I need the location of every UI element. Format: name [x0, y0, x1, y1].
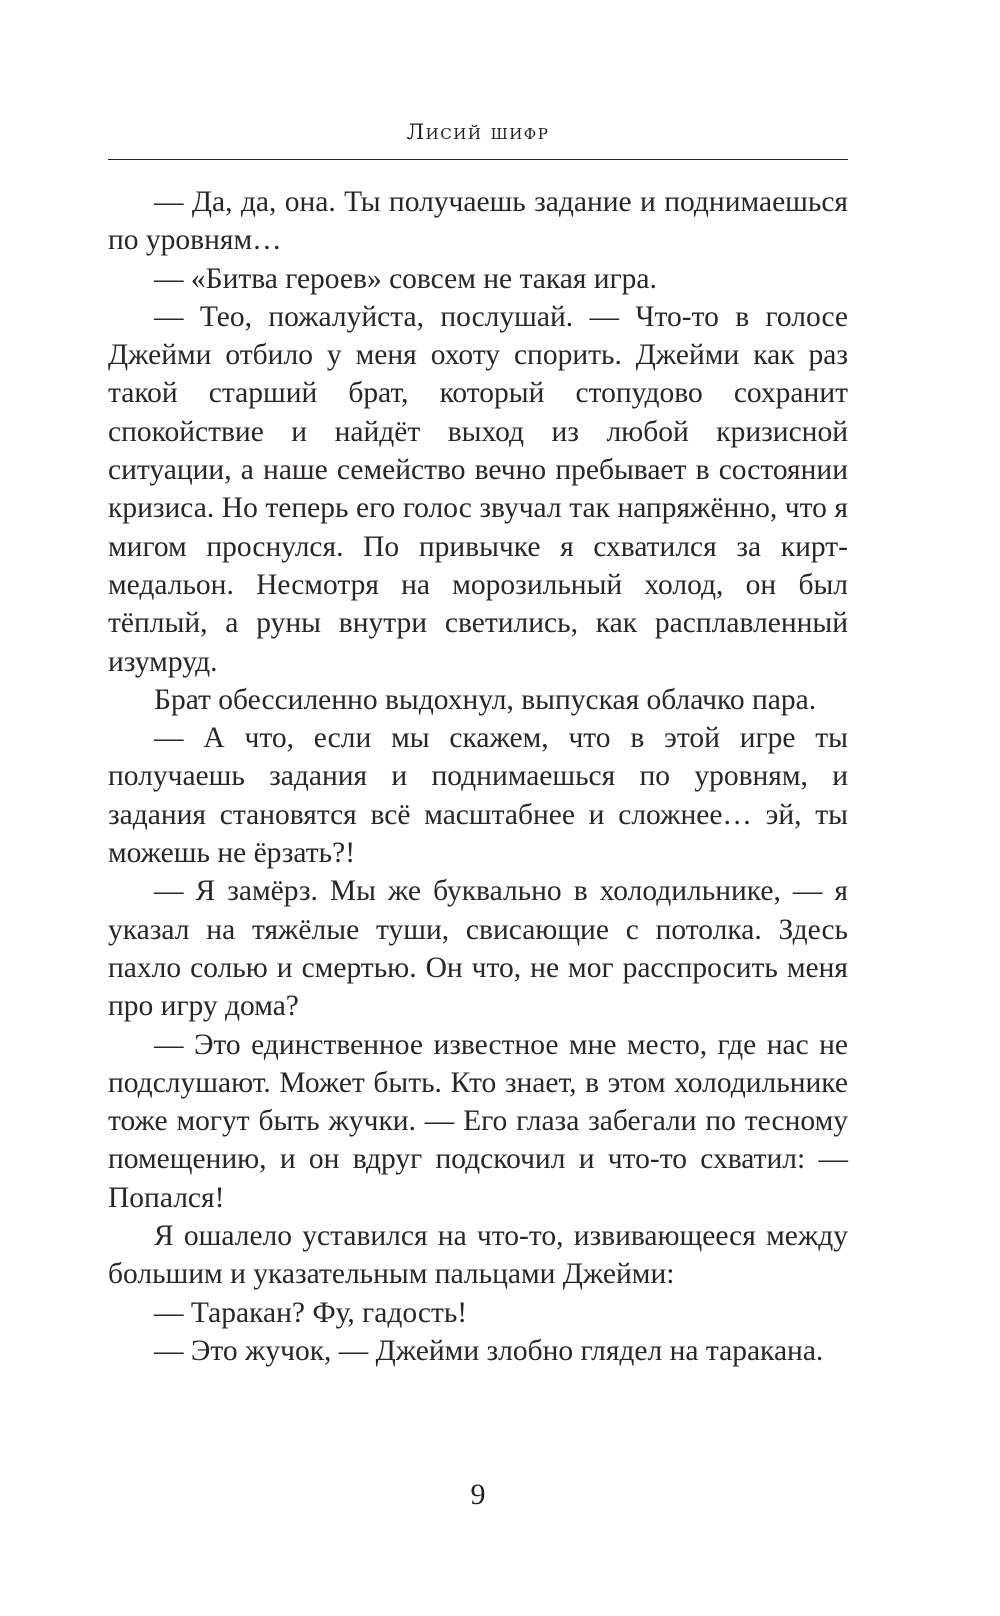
- paragraph-2: — «Битва героев» совсем не такая игра.: [154, 262, 657, 295]
- paragraph-4: Брат обессиленно выдохнул, выпуская облачко пара.: [154, 683, 817, 716]
- paragraph-5: — А что, если мы скажем, что в этой игре ты получаешь задания и поднимаешься по уровням, и задания становятся всё масштабнее и сложнее… эй, ты можешь не ёрзать?!: [108, 722, 848, 870]
- paragraph-8: Я ошалело уставился на что-то, извивающееся между большим и указательным пальцами Джейми:: [108, 1220, 848, 1291]
- paragraph-6: — Я замёрз. Мы же буквально в холодильнике, — я указал на тяжёлые туши, свисающие с потолка. Здесь пахло солью и смертью. Он что, не мог расспросить меня про игру дома?: [108, 875, 848, 1023]
- running-header-title: Лисий шифр: [406, 120, 550, 144]
- paragraph-1: — Да, да, она. Ты получаешь задание и поднимаешься по уровням…: [108, 186, 848, 257]
- paragraph-10: — Это жучок, — Джейми злобно глядел на таракана.: [154, 1334, 824, 1367]
- paragraph-3: — Тео, пожалуйста, послушай. — Что-то в голосе Джейми отбило у меня охоту спорить. Джейми как раз такой старший брат, который стопудово сохранит спокойствие и найдёт выход из любой кризисной ситуации, а наше семейство вечно пребывает в состоянии кризиса. Но теперь его голос звучал так напряжённо, что я мигом проснулся. По привычке я схватился за кирт-медальон. Несмотря на морозильный холод, он был тёплый, а руны внутри светились, как расплавленный изумруд.: [108, 300, 848, 678]
- paragraph-9: — Таракан? Фу, гадость!: [154, 1296, 468, 1329]
- paragraph-7: — Это единственное известное мне место, где нас не подслушают. Может быть. Кто знает, в этом холодильнике тоже могут быть жучки. — Его глаза забегали по тесному помещению, и он вдруг подскочил и что-то схватил: — Попался!: [108, 1028, 848, 1214]
- body-text: [108, 183, 848, 1370]
- header-divider: [108, 159, 848, 160]
- page-number: 9: [470, 1478, 486, 1511]
